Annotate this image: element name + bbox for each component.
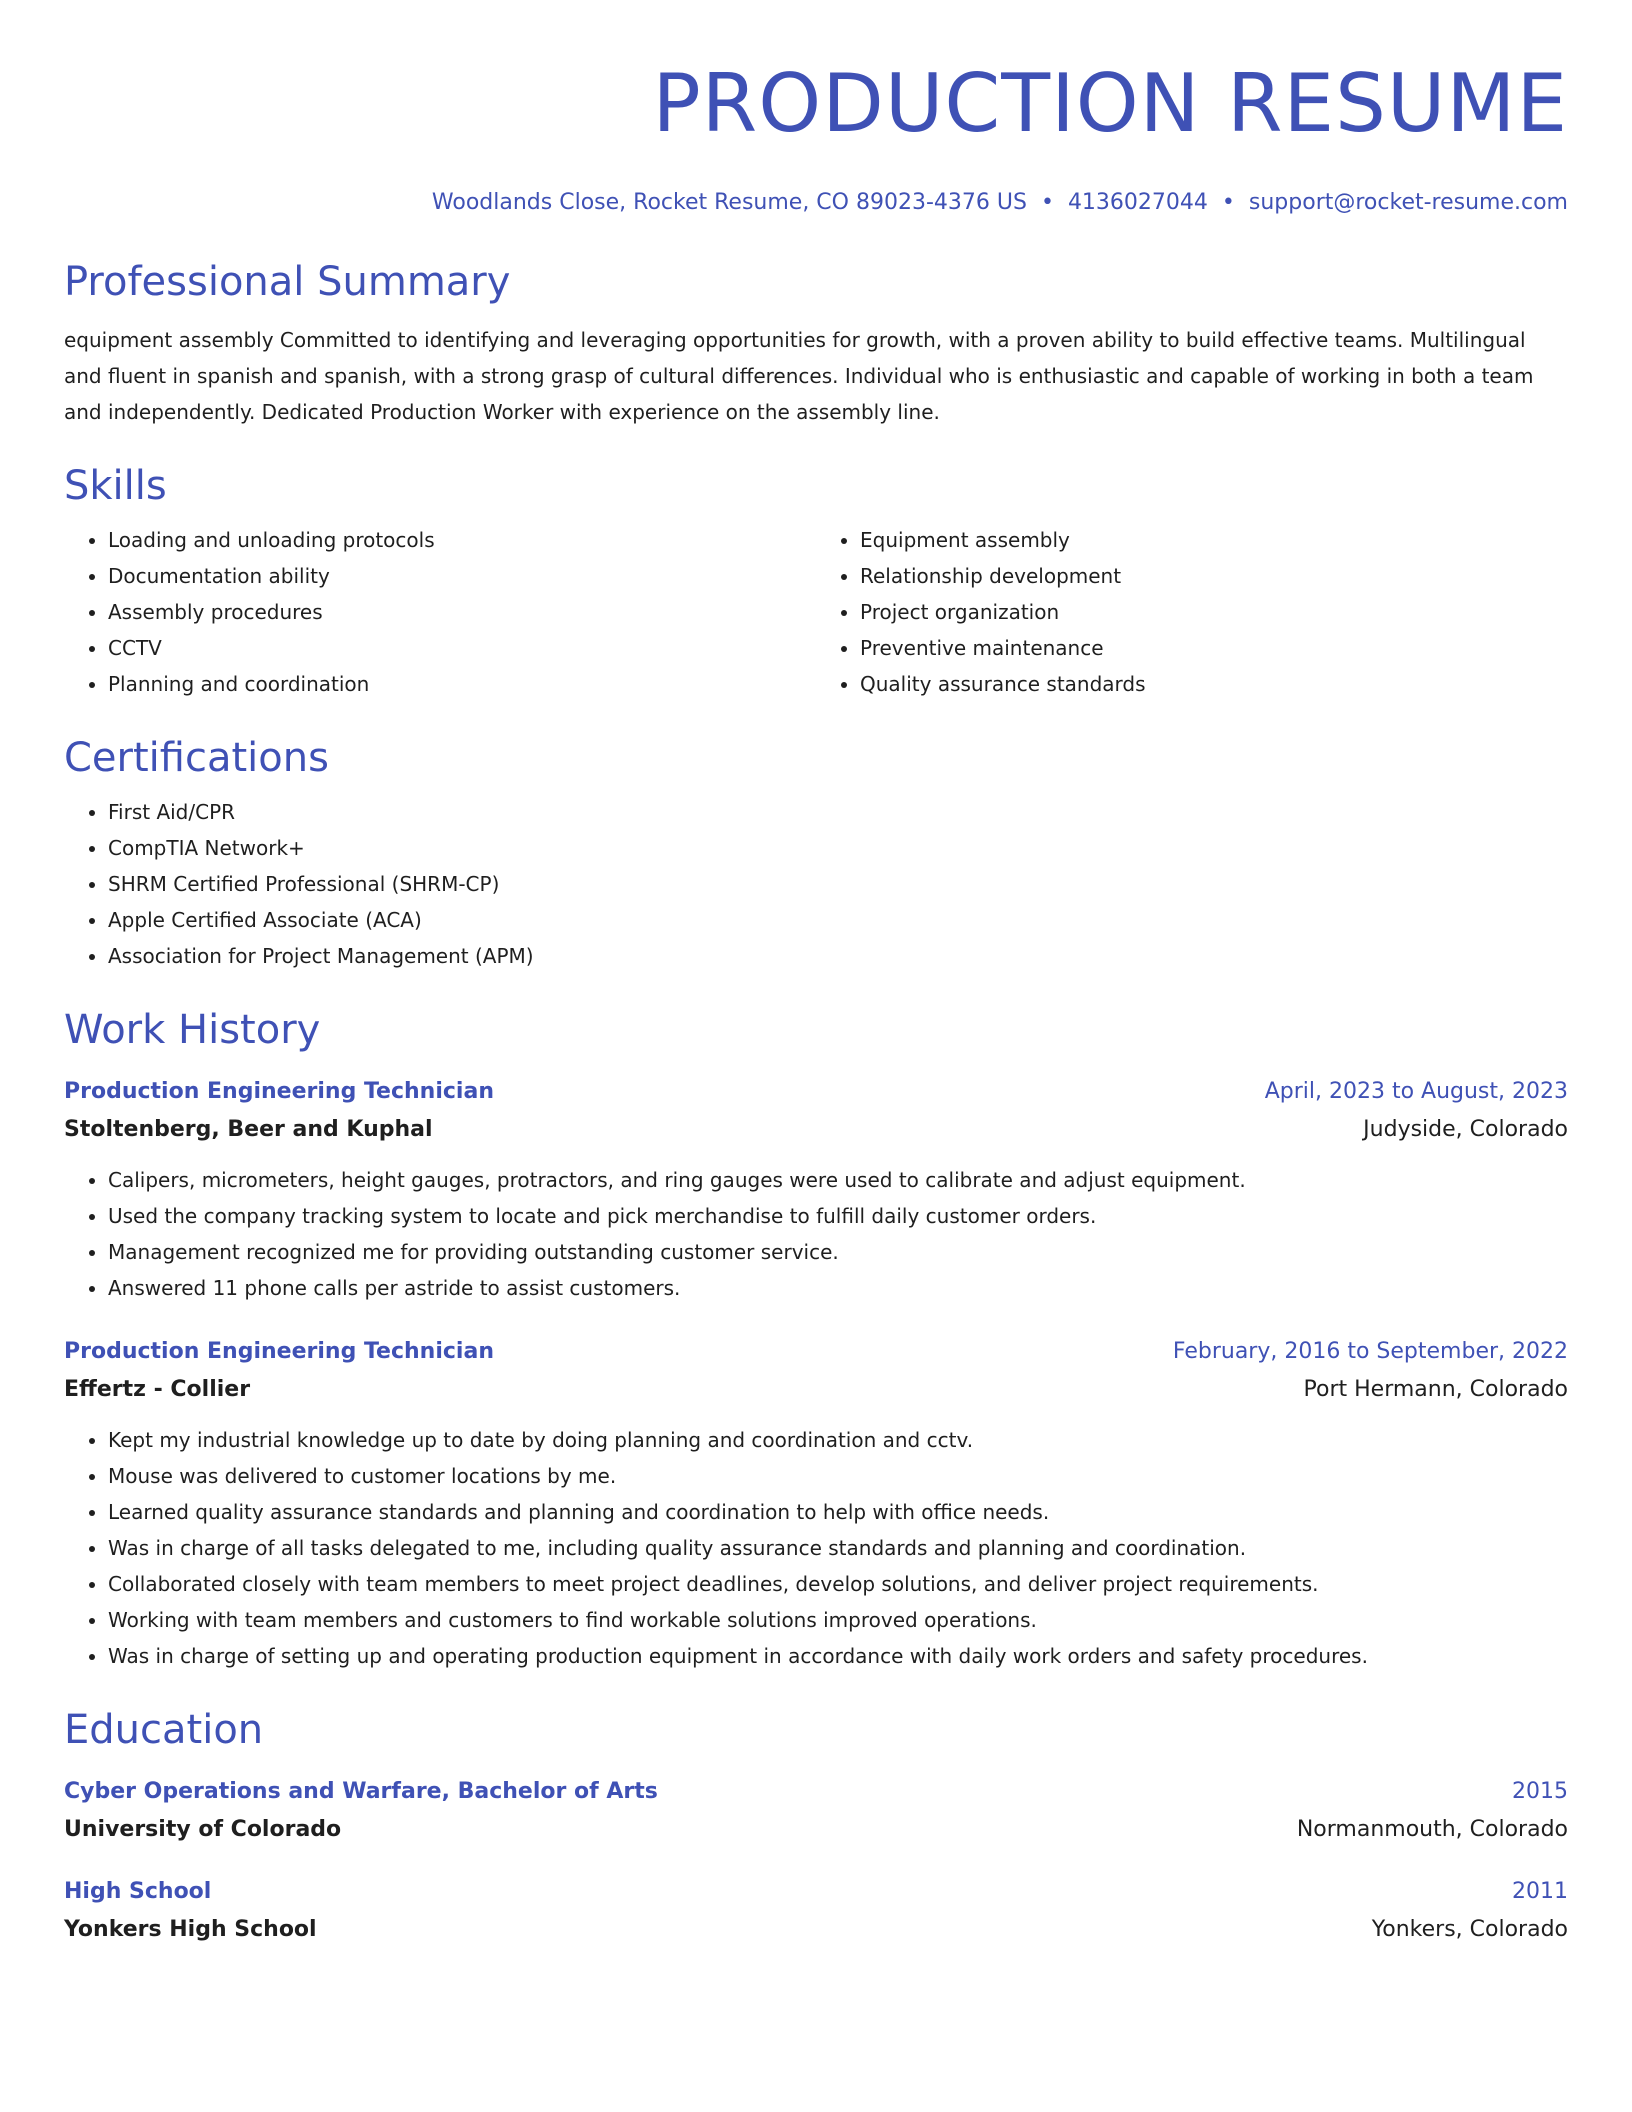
job-bullets [64, 1162, 1568, 1306]
list-item: • Mouse was delivered to customer locations by me. [108, 1458, 1568, 1494]
job-company: Stoltenberg, Beer and Kuphal [64, 1117, 433, 1142]
certifications-list [64, 794, 1568, 974]
list-item: • Kept my industrial knowledge up to date by doing planning and coordination and cctv. [108, 1422, 1568, 1458]
education-school: University of Colorado [64, 1817, 342, 1842]
education-school: Yonkers High School [64, 1917, 317, 1942]
list-item: • CCTV [108, 630, 816, 666]
education-subheader [64, 1810, 1568, 1850]
education-degree: Cyber Operations and Warfare, Bachelor of Arts [64, 1779, 658, 1804]
resume-name: PRODUCTION RESUME [652, 57, 1568, 150]
list-item: • Calipers, micrometers, height gauges, protractors, and ring gauges were used to calibrate and adjust equipment. [108, 1162, 1568, 1198]
skills-list-right [816, 522, 1568, 702]
job-subheader [64, 1110, 1568, 1150]
list-item: • Assembly procedures [108, 594, 816, 630]
contact-email: support@rocket-resume.com [1248, 190, 1568, 215]
certifications-heading: Certifications [64, 735, 329, 781]
contact-separator: • [1221, 190, 1235, 215]
education-heading: Education [64, 1707, 264, 1753]
skills-heading: Skills [64, 463, 167, 509]
education-header [64, 1774, 1568, 1810]
education-location: Normanmouth, Colorado [1296, 1817, 1568, 1842]
work-history-section [64, 1006, 1568, 1674]
list-item: • SHRM Certified Professional (SHRM-CP) [108, 866, 1568, 902]
job-dates: February, 2016 to September, 2022 [1172, 1339, 1568, 1364]
contact-address: Woodlands Close, Rocket Resume, CO 89023-4376 US [431, 190, 1027, 215]
list-item: • Collaborated closely with team members to meet project deadlines, develop solutions, and deliver project requirements. [108, 1566, 1568, 1602]
skills-list-left [64, 522, 816, 702]
list-item: • Quality assurance standards [860, 666, 1568, 702]
education-section [64, 1706, 1568, 1950]
education-year: 2011 [1512, 1879, 1568, 1904]
education-location: Yonkers, Colorado [1371, 1917, 1568, 1942]
summary-text: equipment assembly Committed to identifying and leveraging opportunities for growth, with a proven ability to build effective teams. Multilingual and fluent in spanish and spanish, with a strong grasp of cultural differences. Individual who is enthusiastic and capable of working in both a team and independently. Dedicated Production Worker with experience on the assembly line. [64, 328, 1534, 424]
job-bullets [64, 1422, 1568, 1674]
work-history-heading: Work History [64, 1007, 321, 1053]
list-item: • Answered 11 phone calls per astride to assist customers. [108, 1270, 1568, 1306]
education-entry [64, 1774, 1568, 1850]
skills-section [64, 462, 1568, 702]
list-item: • Management recognized me for providing outstanding customer service. [108, 1234, 1568, 1270]
summary-section [64, 258, 1568, 430]
education-header [64, 1874, 1568, 1910]
skills-grid [64, 522, 1568, 702]
list-item: • Documentation ability [108, 558, 816, 594]
education-entry [64, 1874, 1568, 1950]
job-title: Production Engineering Technician [64, 1079, 494, 1104]
list-item: • Was in charge of all tasks delegated to me, including quality assurance standards and planning and coordination. [108, 1530, 1568, 1566]
list-item: • Project organization [860, 594, 1568, 630]
job-entry [64, 1334, 1568, 1674]
job-header [64, 1074, 1568, 1110]
contact-phone: 4136027044 [1067, 190, 1208, 215]
certifications-section [64, 734, 1568, 974]
list-item: • Was in charge of setting up and operating production equipment in accordance with daily work orders and safety procedures. [108, 1638, 1568, 1674]
list-item: • Loading and unloading protocols [108, 522, 816, 558]
list-item: • First Aid/CPR [108, 794, 1568, 830]
list-item: • Relationship development [860, 558, 1568, 594]
education-subheader [64, 1910, 1568, 1950]
list-item: • CompTIA Network+ [108, 830, 1568, 866]
list-item: • Planning and coordination [108, 666, 816, 702]
list-item: • Learned quality assurance standards and planning and coordination to help with office needs. [108, 1494, 1568, 1530]
list-item: • Association for Project Management (APM) [108, 938, 1568, 974]
job-entry [64, 1074, 1568, 1306]
list-item: • Equipment assembly [860, 522, 1568, 558]
list-item: • Working with team members and customers to find workable solutions improved operations. [108, 1602, 1568, 1638]
contact-line [64, 188, 1568, 218]
job-header [64, 1334, 1568, 1370]
list-item: • Apple Certified Associate (ACA) [108, 902, 1568, 938]
education-degree: High School [64, 1879, 212, 1904]
list-item: • Used the company tracking system to locate and pick merchandise to fulfill daily customer orders. [108, 1198, 1568, 1234]
job-title: Production Engineering Technician [64, 1339, 494, 1364]
education-year: 2015 [1512, 1779, 1568, 1804]
contact-separator: • [1040, 190, 1054, 215]
job-subheader [64, 1370, 1568, 1410]
job-company: Effertz - Collier [64, 1377, 251, 1402]
job-location: Judyside, Colorado [1363, 1117, 1568, 1142]
job-dates: April, 2023 to August, 2023 [1264, 1079, 1568, 1104]
list-item: • Preventive maintenance [860, 630, 1568, 666]
job-location: Port Hermann, Colorado [1303, 1377, 1568, 1402]
summary-heading: Professional Summary [64, 259, 511, 305]
